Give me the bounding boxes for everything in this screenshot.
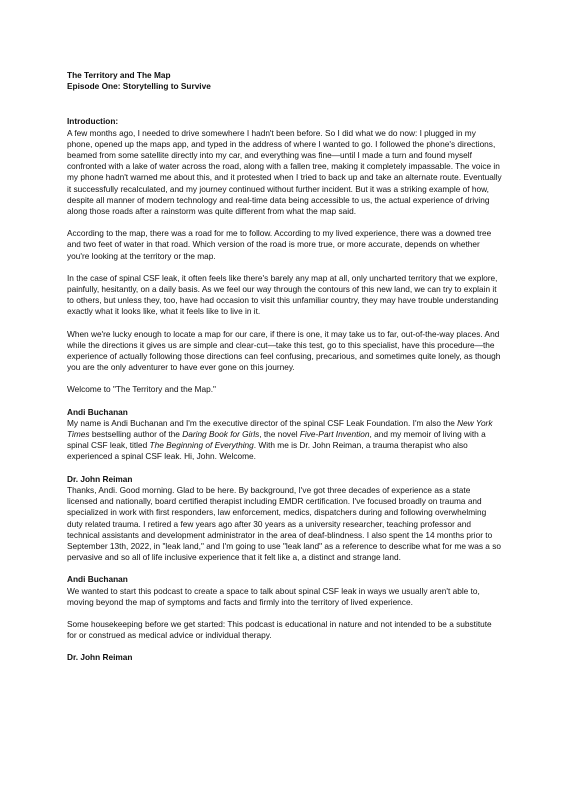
document-title: The Territory and The Map bbox=[67, 70, 171, 80]
italic-title: Daring Book for Girls bbox=[182, 429, 260, 440]
speaker-paragraph: We wanted to start this podcast to create a space to talk about spinal CSF leak in ways we usually aren't able to, moving beyond the map of symptoms and facts and firmly into the territory of lived experience. bbox=[67, 585, 480, 607]
italic-title: Five-Part Invention bbox=[299, 429, 370, 440]
intro-paragraph-3: In the case of spinal CSF leak, it often feels like there's barely any map at all, only uncharted territory that we explore, painfully, hesitantly, on a daily basis. As we feel our way through the contours of this new land, we can try to explain it to others, but unless they, too, have had occasion to visit this unfamiliar country, they may have trouble understanding exactly what it looks like, what it feels like to live in it. bbox=[67, 272, 499, 317]
text-run: , and my memoir of living with a spinal CSF leak, titled bbox=[67, 429, 486, 451]
text-run: My name is Andi Buchanan and I'm the executive director of the spinal CSF Leak Foundation. I'm also the bbox=[67, 417, 458, 428]
title-block bbox=[67, 70, 503, 92]
intro-paragraph-1: A few months ago, I needed to drive somewhere I hadn't been before. So I did what we do now: I plugged in my phone, opened up the maps app, and typed in the address of where I wanted to go. I followed the phone's directions, beamed from some satellite directly into my car, and everything was fine—until I made a turn and found myself confronted with a lake of water across the road, along with a fallen tree, making it completely impassable. The voice in my phone hadn't warned me about this, and it protested when I tried to back up and take an alternate route. Eventually it successfully recalculated, and my journey continued without further incident. But it was a striking example of how, despite all manner of modern technology and real-time data being accessible to us, the actual experience of driving along those roads after a rainstorm was quite different from what the map said. bbox=[67, 127, 502, 217]
text-run: bestselling author of the bbox=[89, 429, 183, 440]
speaker-paragraph: Thanks, Andi. Good morning. Glad to be here. By background, I've got three decades of experience as a state licensed and nationally, board certified therapist including EMDR certification. I've focused broadly on trauma and specialized in work with first responders, law enforcement, medics, dispatchers during and following overwhelming duty related trauma. I retired a few years ago after 30 years as a university researcher, teaching professor and technical assistants and development administrator in the area of deaf-blindness. I also spent the 14 months prior to September 13th, 2022, in "leak land," and I'm going to use "leak land" as a reference to describe what for me was a so pervasive and so all of life inclusive experience that it felt like a, a distinct and strange land. bbox=[67, 484, 501, 563]
intro-paragraph-4: When we're lucky enough to locate a map for our care, if there is one, it may take us to far, out-of-the-way places. And while the directions it gives us are simple and clear-cut—take this test, go to this specialist, have this procedure—the experience of actually following those directions can feel confusing, precarious, and sometimes quite lonely, as though you are the only adventurer to have ever gone on this journey. bbox=[67, 328, 501, 373]
text-run: . With me is Dr. John Reiman, a trauma therapist who also experienced a spinal CSF leak. Hi, John. Welcome. bbox=[67, 440, 468, 462]
speaker-name: Dr. John Reiman bbox=[67, 652, 133, 663]
italic-title: The Beginning of Everything bbox=[149, 440, 254, 451]
speaker-name: Andi Buchanan bbox=[67, 406, 128, 417]
intro-paragraph-5: Welcome to "The Territory and the Map." bbox=[67, 384, 216, 395]
speaker-name: Andi Buchanan bbox=[67, 574, 128, 585]
intro-paragraph-2: According to the map, there was a road for me to follow. According to my lived experience, there was a downed tree and two feet of water in that road. Which version of the road is more true, or more accurate, depends on whether you're looking at the territory or the map. bbox=[67, 228, 492, 261]
episode-subtitle: Episode One: Storytelling to Survive bbox=[67, 81, 211, 92]
speaker-paragraph bbox=[67, 418, 503, 463]
italic-title: New York Times bbox=[67, 417, 493, 440]
text-run: , the novel bbox=[259, 429, 300, 440]
speaker-paragraph: Some housekeeping before we get started: This podcast is educational in nature and not intended to be a substitute for or construed as medical advice or individual therapy. bbox=[67, 618, 492, 641]
speaker-name: Dr. John Reiman bbox=[67, 473, 133, 484]
introduction-heading: Introduction: bbox=[67, 116, 119, 127]
